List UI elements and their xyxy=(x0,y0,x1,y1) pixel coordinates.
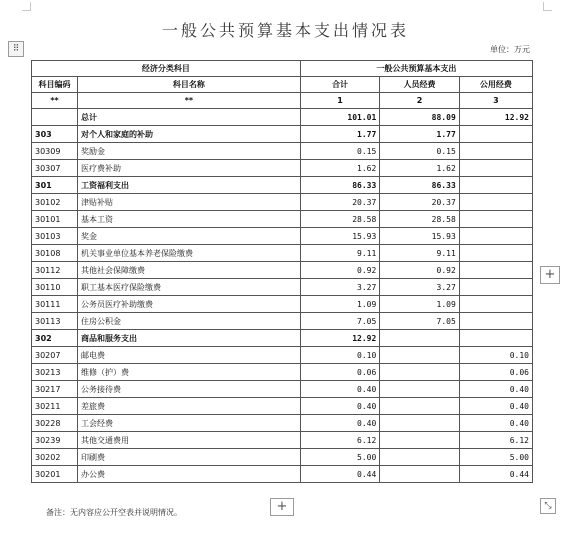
table-row xyxy=(32,415,533,432)
personnel-column-header: 人员经费 xyxy=(380,77,459,93)
row-total: 6.12 xyxy=(300,432,379,449)
unit-label: 单位：万元 xyxy=(490,45,530,54)
row-name: 商品和服务支出 xyxy=(78,330,301,347)
row-code: 30239 xyxy=(32,432,78,449)
row-code: 303 xyxy=(32,126,78,143)
row-code: 30201 xyxy=(32,466,78,483)
row-code: 30307 xyxy=(32,160,78,177)
row-personnel: 15.93 xyxy=(380,228,459,245)
row-total: 3.27 xyxy=(300,279,379,296)
row-total: 1.09 xyxy=(300,296,379,313)
row-code: 30202 xyxy=(32,449,78,466)
row-public: 5.00 xyxy=(459,449,532,466)
row-personnel: 1.62 xyxy=(380,160,459,177)
econ-class-header: 经济分类科目 xyxy=(32,61,301,77)
page-corner-mark-right xyxy=(543,2,552,11)
row-total: 20.37 xyxy=(300,194,379,211)
index-code: ** xyxy=(32,93,78,109)
row-code: 301 xyxy=(32,177,78,194)
row-name: 其他交通费用 xyxy=(78,432,301,449)
resize-icon[interactable]: ⤡ xyxy=(540,498,556,514)
row-name: 邮电费 xyxy=(78,347,301,364)
total-column-header: 合计 xyxy=(300,77,379,93)
row-personnel xyxy=(380,415,459,432)
row-public: 0.40 xyxy=(459,381,532,398)
row-code: 30228 xyxy=(32,415,78,432)
row-name: 差旅费 xyxy=(78,398,301,415)
row-name: 公务接待费 xyxy=(78,381,301,398)
table-row xyxy=(32,143,533,160)
move-icon[interactable]: ⠿ xyxy=(8,41,24,57)
row-total: 9.11 xyxy=(300,245,379,262)
budget-table xyxy=(31,60,533,483)
total-row xyxy=(32,109,533,126)
row-public xyxy=(459,330,532,347)
table-row xyxy=(32,262,533,279)
table-row xyxy=(32,126,533,143)
row-name: 基本工资 xyxy=(78,211,301,228)
row-personnel xyxy=(380,330,459,347)
row-code: 302 xyxy=(32,330,78,347)
row-public xyxy=(459,228,532,245)
row-total: 0.44 xyxy=(300,466,379,483)
table-row xyxy=(32,364,533,381)
row-public xyxy=(459,211,532,228)
total-row-total: 101.01 xyxy=(300,109,379,126)
row-name: 工会经费 xyxy=(78,415,301,432)
row-public xyxy=(459,160,532,177)
row-public xyxy=(459,126,532,143)
row-code: 30111 xyxy=(32,296,78,313)
row-public: 0.06 xyxy=(459,364,532,381)
row-code: 30102 xyxy=(32,194,78,211)
row-public xyxy=(459,313,532,330)
index-total: 1 xyxy=(300,93,379,109)
row-public xyxy=(459,279,532,296)
row-code: 30207 xyxy=(32,347,78,364)
row-personnel xyxy=(380,364,459,381)
table-row xyxy=(32,449,533,466)
column-header-row xyxy=(32,77,533,93)
table-row xyxy=(32,194,533,211)
row-name: 住房公积金 xyxy=(78,313,301,330)
row-name: 对个人和家庭的补助 xyxy=(78,126,301,143)
row-total: 0.92 xyxy=(300,262,379,279)
table-row xyxy=(32,245,533,262)
row-total: 0.40 xyxy=(300,415,379,432)
index-name: ** xyxy=(78,93,301,109)
row-total: 7.05 xyxy=(300,313,379,330)
row-public: 0.40 xyxy=(459,415,532,432)
row-code: 30112 xyxy=(32,262,78,279)
row-name: 津贴补贴 xyxy=(78,194,301,211)
row-total: 0.10 xyxy=(300,347,379,364)
row-personnel xyxy=(380,432,459,449)
row-personnel xyxy=(380,449,459,466)
row-personnel: 7.05 xyxy=(380,313,459,330)
budget-basic-header: 一般公共预算基本支出 xyxy=(300,61,532,77)
index-personnel: 2 xyxy=(380,93,459,109)
row-total: 0.40 xyxy=(300,398,379,415)
row-total: 1.77 xyxy=(300,126,379,143)
row-total: 86.33 xyxy=(300,177,379,194)
group-header-row xyxy=(32,61,533,77)
table-row xyxy=(32,296,533,313)
table-row xyxy=(32,177,533,194)
row-code: 30309 xyxy=(32,143,78,160)
row-name: 其他社会保障缴费 xyxy=(78,262,301,279)
row-name: 职工基本医疗保险缴费 xyxy=(78,279,301,296)
table-row xyxy=(32,466,533,483)
index-row xyxy=(32,93,533,109)
total-row-public: 12.92 xyxy=(459,109,532,126)
row-public xyxy=(459,143,532,160)
row-name: 维修（护）费 xyxy=(78,364,301,381)
add-row-plus-icon[interactable]: + xyxy=(270,498,294,516)
index-public: 3 xyxy=(459,93,532,109)
table-row xyxy=(32,313,533,330)
row-code: 30108 xyxy=(32,245,78,262)
row-personnel: 0.15 xyxy=(380,143,459,160)
page-corner-mark-left xyxy=(22,2,31,11)
row-personnel: 1.09 xyxy=(380,296,459,313)
row-personnel: 1.77 xyxy=(380,126,459,143)
add-column-plus-icon[interactable]: + xyxy=(540,266,560,284)
row-code: 30217 xyxy=(32,381,78,398)
row-name: 办公费 xyxy=(78,466,301,483)
row-personnel xyxy=(380,398,459,415)
row-personnel: 0.92 xyxy=(380,262,459,279)
row-public: 0.44 xyxy=(459,466,532,483)
row-name: 印刷费 xyxy=(78,449,301,466)
row-personnel xyxy=(380,347,459,364)
table-row xyxy=(32,398,533,415)
table-row xyxy=(32,279,533,296)
row-public xyxy=(459,296,532,313)
row-name: 医疗费补助 xyxy=(78,160,301,177)
table-row xyxy=(32,211,533,228)
row-public: 0.40 xyxy=(459,398,532,415)
row-public xyxy=(459,262,532,279)
row-total: 5.00 xyxy=(300,449,379,466)
row-personnel: 28.58 xyxy=(380,211,459,228)
row-code: 30103 xyxy=(32,228,78,245)
row-code: 30213 xyxy=(32,364,78,381)
name-column-header: 科目名称 xyxy=(78,77,301,93)
total-row-code xyxy=(32,109,78,126)
row-code: 30110 xyxy=(32,279,78,296)
table-row xyxy=(32,381,533,398)
row-personnel: 20.37 xyxy=(380,194,459,211)
row-total: 28.58 xyxy=(300,211,379,228)
row-personnel xyxy=(380,381,459,398)
row-total: 1.62 xyxy=(300,160,379,177)
row-name: 机关事业单位基本养老保险缴费 xyxy=(78,245,301,262)
row-total: 12.92 xyxy=(300,330,379,347)
table-row xyxy=(32,160,533,177)
table-row xyxy=(32,347,533,364)
row-total: 15.93 xyxy=(300,228,379,245)
footnote: 备注：无内容应公开空表并说明情况。 xyxy=(46,508,182,517)
row-public: 6.12 xyxy=(459,432,532,449)
row-personnel: 86.33 xyxy=(380,177,459,194)
table-row xyxy=(32,432,533,449)
row-personnel: 3.27 xyxy=(380,279,459,296)
row-public xyxy=(459,194,532,211)
row-name: 奖金 xyxy=(78,228,301,245)
row-code: 30113 xyxy=(32,313,78,330)
row-code: 30101 xyxy=(32,211,78,228)
total-row-name: 总计 xyxy=(78,109,301,126)
row-code: 30211 xyxy=(32,398,78,415)
table-row xyxy=(32,228,533,245)
row-public xyxy=(459,177,532,194)
row-public: 0.10 xyxy=(459,347,532,364)
row-personnel: 9.11 xyxy=(380,245,459,262)
public-column-header: 公用经费 xyxy=(459,77,532,93)
row-total: 0.15 xyxy=(300,143,379,160)
code-column-header: 科目编码 xyxy=(32,77,78,93)
row-personnel xyxy=(380,466,459,483)
row-name: 奖励金 xyxy=(78,143,301,160)
row-total: 0.06 xyxy=(300,364,379,381)
row-name: 公务员医疗补助缴费 xyxy=(78,296,301,313)
total-row-personnel: 88.09 xyxy=(380,109,459,126)
row-public xyxy=(459,245,532,262)
row-name: 工资福利支出 xyxy=(78,177,301,194)
table-row xyxy=(32,330,533,347)
row-total: 0.40 xyxy=(300,381,379,398)
page-title: 一般公共预算基本支出情况表 xyxy=(161,21,409,40)
